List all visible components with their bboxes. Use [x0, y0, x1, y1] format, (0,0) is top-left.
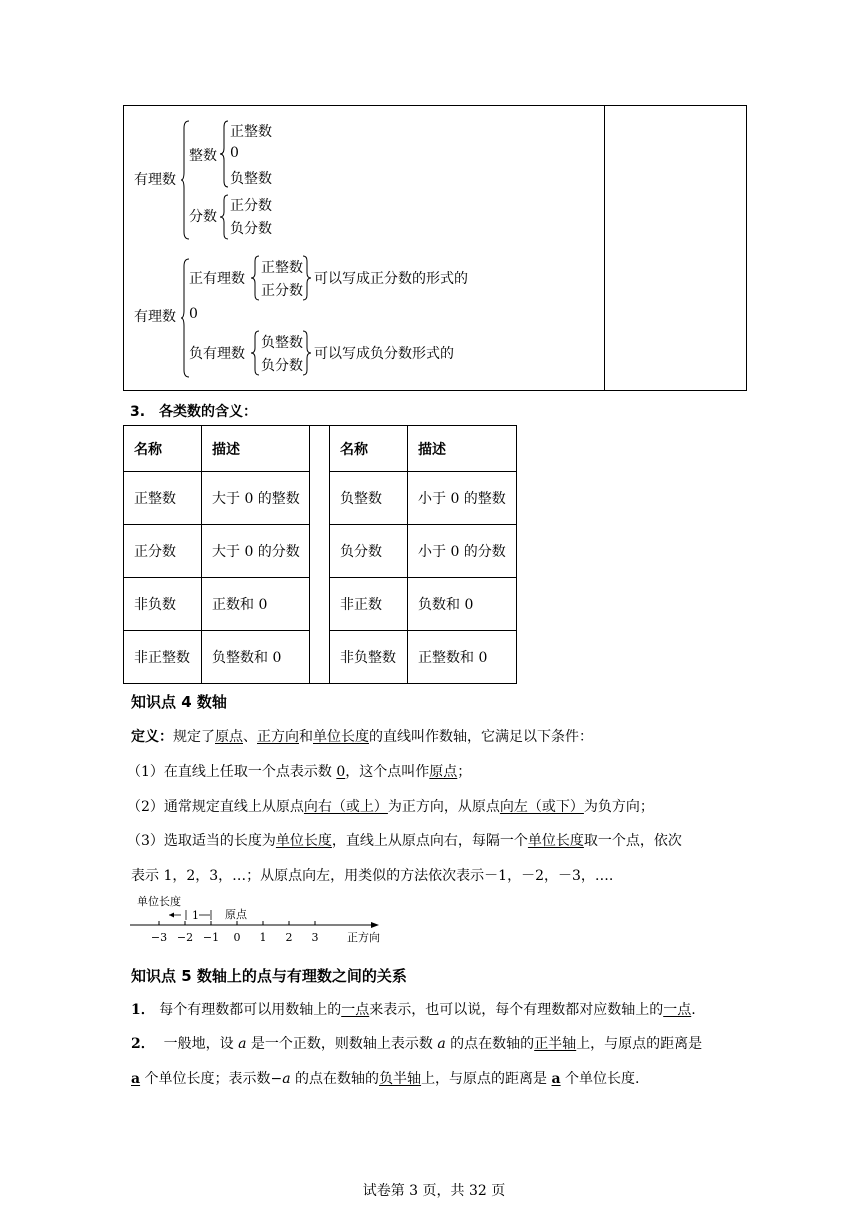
axis-origin-label: 原点	[225, 908, 247, 921]
underlined-term: 原点	[429, 764, 458, 780]
table-header-row	[124, 426, 517, 472]
tree2-pos-rational: 正有理数	[189, 271, 245, 287]
tree2-pos-note: 可以写成正分数的形式的	[314, 271, 468, 287]
text: （2）通常规定直线上从原点	[127, 799, 304, 815]
tree1-zero: 0	[230, 145, 239, 161]
underlined-term: 0	[336, 764, 346, 780]
text: （3）选取适当的长度为	[127, 833, 276, 849]
box-divider	[604, 105, 605, 390]
text: 为正方向，从原点	[387, 799, 500, 815]
kp5-point-2-cont	[131, 1068, 640, 1088]
cell-desc: 负整数和 0	[202, 631, 310, 684]
tree2-neg-int: 负整数	[261, 335, 303, 351]
tree2-neg-frac: 负分数	[261, 358, 303, 374]
axis-tick-label: −1	[202, 931, 220, 944]
text: .	[691, 1002, 696, 1018]
text: 个单位长度.	[560, 1071, 640, 1087]
axis-tick-label: −2	[176, 931, 194, 944]
text: 取一个点，依次	[583, 833, 682, 849]
table-gap	[310, 426, 330, 684]
header-name: 名称	[330, 426, 408, 472]
text: 的点在数轴的	[445, 1036, 535, 1052]
text: 规定了	[173, 729, 215, 745]
header-desc: 描述	[202, 426, 310, 472]
cell-name: 正整数	[124, 472, 202, 525]
text: 、	[243, 729, 257, 745]
kp5-point-1	[131, 999, 696, 1019]
kp4-condition-3-cont: 表示 1，2，3，…；从原点向左，用类似的方法依次表示－1，－2，－3，….	[131, 868, 614, 884]
tree2-pos-int: 正整数	[261, 260, 303, 276]
text: 的直线叫作数轴，它满足以下条件：	[369, 729, 593, 745]
underlined-term: 向右（或上）	[303, 799, 388, 815]
underlined-term: 原点	[215, 729, 243, 745]
tree1-neg-frac: 负分数	[230, 221, 272, 237]
underlined-term: 一点	[341, 1002, 370, 1018]
underlined-term: 一点	[663, 1002, 692, 1018]
text: 的点在数轴的	[290, 1071, 380, 1087]
text: 是一个正数，则数轴上表示数	[246, 1036, 438, 1052]
axis-unit-label: 单位长度	[137, 895, 181, 908]
underlined-term: 正半轴	[534, 1036, 577, 1052]
underlined-term: a	[131, 1071, 141, 1087]
cell-name: 非负数	[124, 578, 202, 631]
underlined-term: 单位长度	[527, 833, 584, 849]
axis-tick-label: 1	[259, 931, 267, 944]
underlined-term: 单位长度	[313, 729, 369, 745]
tree2-root: 有理数	[134, 309, 176, 325]
text: 个单位长度；表示数	[140, 1071, 271, 1087]
tree2-pos-frac: 正分数	[261, 283, 303, 299]
tree1-pos-int: 正整数	[230, 124, 272, 140]
text: 和	[299, 729, 313, 745]
cell-desc: 正整数和 0	[408, 631, 517, 684]
axis-positive-label: 正方向	[347, 931, 380, 944]
axis-one-label: 1	[192, 909, 199, 922]
tree1-fraction: 分数	[189, 209, 217, 225]
text: 上，与原点的距离是	[576, 1036, 703, 1052]
tree2-neg-note: 可以写成负分数形式的	[314, 346, 454, 362]
underlined-term: 单位长度	[275, 833, 332, 849]
cell-desc: 大于 0 的整数	[202, 472, 310, 525]
underlined-term: a	[551, 1071, 561, 1087]
kp5-point-2	[131, 1033, 702, 1053]
text: 为负方向；	[583, 799, 654, 815]
kp4-condition-2	[127, 796, 654, 816]
cell-name: 非负整数	[330, 631, 408, 684]
cell-desc: 正数和 0	[202, 578, 310, 631]
def-label: 定义：	[131, 729, 173, 745]
text: 上，与原点的距离是	[421, 1071, 552, 1087]
cell-name: 负分数	[330, 525, 408, 578]
brace-icon	[219, 194, 229, 240]
text: 一般地，设	[163, 1036, 239, 1052]
item-number: 2．	[131, 1036, 155, 1052]
text: 来表示，也可以说，每个有理数都对应数轴上的	[369, 1002, 664, 1018]
kp4-condition-3	[127, 830, 682, 850]
tree1-integer: 整数	[189, 148, 217, 164]
item-number: 1．	[131, 1002, 155, 1018]
number-axis-figure	[125, 893, 395, 949]
brace-icon	[250, 255, 260, 301]
number-types-table	[123, 425, 517, 684]
text: 每个有理数都可以用数轴上的	[159, 1002, 342, 1018]
text: （1）在直线上任取一个点表示数	[127, 764, 337, 780]
text: ，这个点叫作	[345, 764, 430, 780]
cell-desc: 负数和 0	[408, 578, 517, 631]
brace-icon	[302, 255, 312, 301]
cell-name: 正分数	[124, 525, 202, 578]
underlined-term: 负半轴	[379, 1071, 422, 1087]
section3-title: 3. 各类数的含义：	[130, 404, 258, 420]
kp4-condition-1	[127, 761, 471, 781]
axis-tick-label: 2	[285, 931, 293, 944]
axis-tick-label: 3	[311, 931, 319, 944]
axis-tick-label: 0	[233, 931, 241, 944]
kp4-title: 知识点 4 数轴	[131, 693, 227, 711]
brace-icon	[250, 330, 260, 376]
text: ，直线上从原点向右，每隔一个	[331, 833, 528, 849]
kp5-title: 知识点 5 数轴上的点与有理数之间的关系	[131, 967, 407, 985]
cell-desc: 小于 0 的整数	[408, 472, 517, 525]
variable: −a	[270, 1071, 291, 1087]
header-desc: 描述	[408, 426, 517, 472]
cell-name: 非正整数	[124, 631, 202, 684]
variable: a	[238, 1036, 247, 1052]
variable: a	[437, 1036, 446, 1052]
header-name: 名称	[124, 426, 202, 472]
tree1-root: 有理数	[134, 172, 176, 188]
axis-arrow-icon	[371, 922, 379, 928]
tree2-neg-rational: 负有理数	[189, 346, 245, 362]
cell-name: 非正数	[330, 578, 408, 631]
cell-name: 负整数	[330, 472, 408, 525]
axis-tick-label: −3	[150, 931, 168, 944]
kp4-definition	[131, 726, 593, 746]
underlined-term: 向左（或下）	[499, 799, 584, 815]
brace-icon	[219, 120, 229, 188]
tree1-pos-frac: 正分数	[230, 198, 272, 214]
cell-desc: 大于 0 的分数	[202, 525, 310, 578]
brace-icon	[302, 330, 312, 376]
tree2-zero: 0	[189, 306, 198, 322]
page-footer: 试卷第 3 页，共 32 页	[362, 1183, 506, 1199]
tree1-neg-int: 负整数	[230, 171, 272, 187]
cell-desc: 小于 0 的分数	[408, 525, 517, 578]
underlined-term: 正方向	[257, 729, 299, 745]
text: ；	[457, 764, 472, 780]
